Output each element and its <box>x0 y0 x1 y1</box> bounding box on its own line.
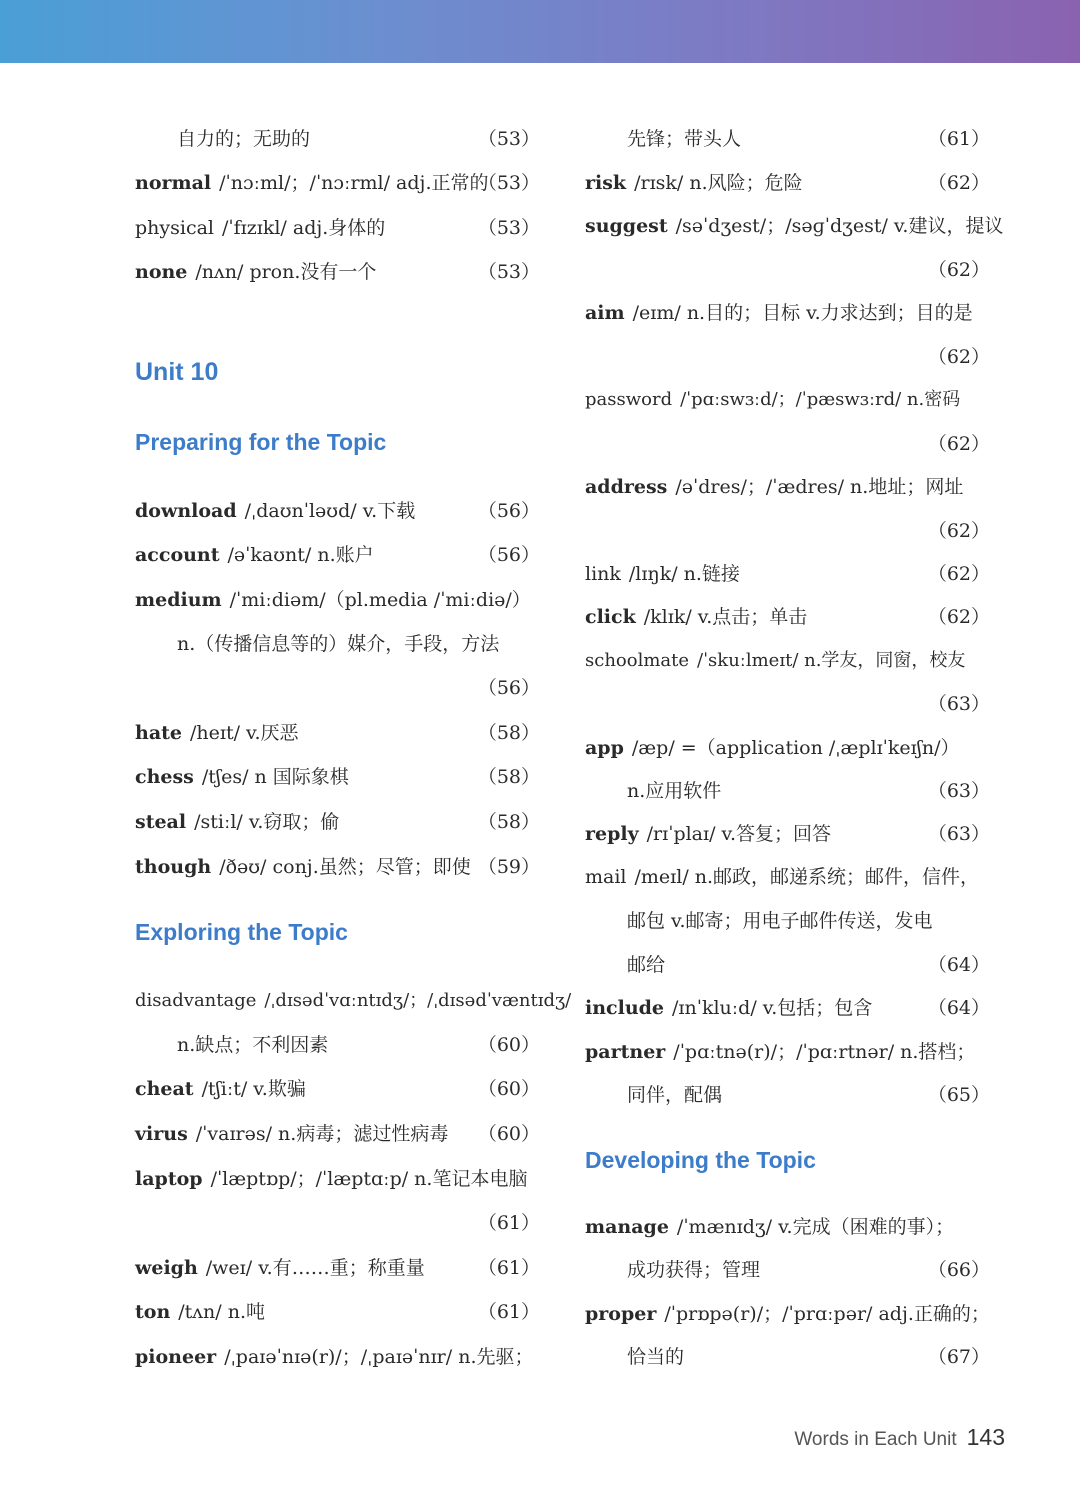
vocab-row <box>135 713 540 753</box>
vocab-row-continuation <box>135 668 540 708</box>
page-ref: （56） <box>477 677 540 699</box>
page-ref: （63） <box>927 823 990 845</box>
vocab-row <box>135 981 572 1021</box>
definition-text: /səˈdʒest/；/səɡˈdʒest/ v.建议，提议 <box>675 215 1004 237</box>
page-ref: （62） <box>927 172 990 194</box>
page-ref: （61） <box>477 1212 540 1234</box>
definition-text: n.缺点；不利因素 <box>177 1034 329 1056</box>
headword: address <box>585 476 668 498</box>
page-ref: （53） <box>477 172 540 194</box>
page-ref: （62） <box>927 259 990 281</box>
definition-text: /stiːl/ v.窃取；偷 <box>194 811 340 833</box>
definition-text: /ˈpɑːtnə(r)/；/ˈpɑːrtnər/ n.搭档； <box>673 1041 976 1063</box>
vocab-row <box>585 554 990 594</box>
page-ref: （53） <box>477 128 540 150</box>
definition-text: /əˈkaʊnt/ n.账户 <box>227 544 374 566</box>
page-ref: （62） <box>927 606 990 628</box>
page-footer <box>794 1424 1005 1451</box>
page-ref: （63） <box>927 780 990 802</box>
definition-text: /ˈmiːdiəm/（pl.media /ˈmiːdiə/） <box>229 589 531 611</box>
vocab-row <box>585 1207 990 1247</box>
definition-text: /rɪˈplaɪ/ v.答复；回答 <box>646 823 832 845</box>
vocab-row-continuation <box>627 1337 990 1377</box>
page-ref: （66） <box>927 1259 990 1281</box>
definition-text: 成功获得；管理 <box>627 1259 761 1281</box>
page-ref: （64） <box>927 997 990 1019</box>
unit-title: Unit 10 <box>135 358 219 386</box>
vocab-row <box>135 1248 540 1288</box>
definition-text: /nʌn/ pron.没有一个 <box>195 261 377 283</box>
vocab-row-continuation <box>585 250 990 290</box>
definition-text: /rɪsk/ n.风险；危险 <box>634 172 803 194</box>
vocab-row-continuation <box>177 624 540 664</box>
definition-text: /eɪm/ n.目的；目标 v.力求达到；目的是 <box>632 302 973 324</box>
page-ref: （64） <box>927 954 990 976</box>
definition-text: /ˈmænɪdʒ/ v.完成（困难的事）； <box>676 1216 955 1238</box>
page-ref: （62） <box>927 563 990 585</box>
section-heading: Developing the Topic <box>585 1147 816 1173</box>
headword: disadvantage <box>135 990 257 1011</box>
headword: click <box>585 606 636 628</box>
headword: medium <box>135 589 222 611</box>
vocab-row <box>585 293 990 333</box>
vocab-row <box>585 206 1004 246</box>
headword: steal <box>135 811 187 833</box>
page-ref: （61） <box>477 1301 540 1323</box>
page-ref: （60） <box>477 1034 540 1056</box>
definition-text: 先锋；带头人 <box>627 128 742 150</box>
vocab-row <box>135 802 540 842</box>
definition-text: /lɪŋk/ n.链接 <box>628 563 740 585</box>
page-ref: （62） <box>927 346 990 368</box>
page-ref: （61） <box>477 1257 540 1279</box>
definition-text: /weɪ/ v.有……重；称重量 <box>205 1257 425 1279</box>
headword: mail <box>585 866 627 888</box>
page-ref: （60） <box>477 1078 540 1100</box>
headword: normal <box>135 172 212 194</box>
definition-text: /ˌpaɪəˈnɪə(r)/；/ˌpaɪəˈnɪr/ n.先驱； <box>224 1346 534 1368</box>
vocab-row <box>135 491 540 531</box>
page-ref: （58） <box>477 722 540 744</box>
vocab-row-continuation <box>627 901 990 941</box>
definition-text: /tʃiːt/ v.欺骗 <box>201 1078 306 1100</box>
vocab-row <box>585 597 990 637</box>
headword: virus <box>135 1123 188 1145</box>
section-heading: Preparing for the Topic <box>135 429 387 455</box>
definition-text: /ˈlæptɒp/；/ˈlæptɑːp/ n.笔记本电脑 <box>210 1168 528 1190</box>
definition-text: 自力的；无助的 <box>177 128 311 150</box>
headword: link <box>585 563 621 585</box>
definition-text: /ðəʊ/ conj.虽然；尽管；即使 <box>219 856 471 878</box>
vocab-row-continuation <box>177 1025 540 1065</box>
vocab-row <box>585 163 990 203</box>
vocab-row <box>177 119 540 159</box>
definition-text: /ˈfɪzɪkl/ adj.身体的 <box>222 217 386 239</box>
section-heading: Exploring the Topic <box>135 919 348 945</box>
page-ref: （63） <box>927 693 990 715</box>
vocab-row <box>135 1292 540 1332</box>
definition-text: /meɪl/ n.邮政，邮递系统；邮件，信件， <box>634 866 980 888</box>
headword: account <box>135 544 220 566</box>
page-ref: （56） <box>477 500 540 522</box>
vocab-row <box>135 580 540 620</box>
vocab-row-continuation <box>627 1250 990 1290</box>
definition-text: n.应用软件 <box>627 780 722 802</box>
page-ref: （62） <box>927 433 990 455</box>
headword: manage <box>585 1216 669 1238</box>
headword: ton <box>135 1301 171 1323</box>
definition-text: 恰当的 <box>627 1346 685 1368</box>
vocab-row-continuation <box>627 119 990 159</box>
vocab-row-continuation <box>585 684 990 724</box>
vocab-row <box>585 857 990 897</box>
headword: aim <box>585 302 625 324</box>
vocab-row <box>585 1294 990 1334</box>
headword: physical <box>135 217 215 239</box>
vocab-row <box>135 208 540 248</box>
vocab-row <box>135 163 540 203</box>
vocab-row-continuation <box>627 945 990 985</box>
page-ref: （58） <box>477 766 540 788</box>
definition-text: /æp/ =（application /ˌæplɪˈkeɪʃn/） <box>631 737 960 759</box>
page-ref: （60） <box>477 1123 540 1145</box>
page-ref: （53） <box>477 261 540 283</box>
vocab-row-continuation <box>627 771 990 811</box>
footer-label: Words in Each Unit <box>794 1429 957 1450</box>
definition-text: /tʃes/ n 国际象棋 <box>201 766 349 788</box>
definition-text: /ˈvaɪrəs/ n.病毒；滤过性病毒 <box>195 1123 449 1145</box>
headword: schoolmate <box>585 650 690 671</box>
definition-text: /ˈpɑːswɜːd/；/ˈpæswɜːrd/ n.密码 <box>680 389 961 410</box>
vocab-row <box>585 641 990 681</box>
headword: though <box>135 856 212 878</box>
vocab-row <box>585 728 990 768</box>
page-ref: （61） <box>927 128 990 150</box>
vocab-row <box>135 847 540 887</box>
vocab-row-continuation <box>585 424 990 464</box>
vocab-row <box>135 252 540 292</box>
vocab-row <box>585 380 990 420</box>
headword: cheat <box>135 1078 194 1100</box>
page-ref: （56） <box>477 544 540 566</box>
headword: reply <box>585 823 639 845</box>
definition-text: 邮包 v.邮寄；用电子邮件传送，发电 <box>627 910 933 932</box>
definition-text: /tʌn/ n.吨 <box>178 1301 265 1323</box>
headword: download <box>135 500 237 522</box>
definition-text: 邮给 <box>627 954 666 976</box>
headword: suggest <box>585 215 668 237</box>
definition-text: /əˈdres/；/ˈædres/ n.地址；网址 <box>675 476 964 498</box>
vocab-row <box>585 988 990 1028</box>
definition-text: /ˌdɪsədˈvɑːntɪdʒ/；/ˌdɪsədˈvæntɪdʒ/ <box>264 990 572 1011</box>
definition-text: n.（传播信息等的）媒介，手段，方法 <box>177 633 500 655</box>
vocab-row-continuation <box>627 1075 990 1115</box>
vocab-row <box>135 1159 540 1199</box>
definition-text: 同伴，配偶 <box>627 1084 723 1106</box>
vocab-row <box>585 814 990 854</box>
definition-text: /ɪnˈkluːd/ v.包括；包含 <box>672 997 873 1019</box>
vocab-row <box>585 467 990 507</box>
definition-text: /ˈskuːlmeɪt/ n.学友，同窗，校友 <box>697 650 966 671</box>
page-ref: （53） <box>477 217 540 239</box>
vocab-row <box>135 535 540 575</box>
definition-text: /ˈprɒpə(r)/；/ˈprɑːpər/ adj.正确的； <box>664 1303 990 1325</box>
headword: risk <box>585 172 627 194</box>
headword: password <box>585 389 673 410</box>
page-ref: （59） <box>477 856 540 878</box>
headword: app <box>585 737 624 759</box>
vocab-row <box>135 1114 540 1154</box>
definition-text: /ˌdaʊnˈləʊd/ v.下载 <box>244 500 416 522</box>
page-ref: （58） <box>477 811 540 833</box>
vocab-row-continuation <box>135 1203 540 1243</box>
headword: none <box>135 261 188 283</box>
headword: include <box>585 997 665 1019</box>
vocab-row <box>135 757 540 797</box>
vocab-row-continuation <box>585 511 990 551</box>
page-ref: （62） <box>927 520 990 542</box>
headword: weigh <box>135 1257 198 1279</box>
page-ref: （65） <box>927 1084 990 1106</box>
page-ref: （67） <box>927 1346 990 1368</box>
headword: hate <box>135 722 182 744</box>
vocab-row-continuation <box>585 337 990 377</box>
headword: proper <box>585 1303 657 1325</box>
vocab-row <box>135 1337 540 1377</box>
definition-text: /heɪt/ v.厌恶 <box>190 722 299 744</box>
page-number: 143 <box>966 1424 1005 1450</box>
definition-text: /ˈnɔːml/；/ˈnɔːrml/ adj.正常的 <box>219 172 489 194</box>
definition-text: /klɪk/ v.点击；单击 <box>643 606 808 628</box>
headword: chess <box>135 766 194 788</box>
vocab-row <box>585 1032 990 1072</box>
headword: partner <box>585 1041 666 1063</box>
vocab-row <box>135 1069 540 1109</box>
headword: pioneer <box>135 1346 217 1368</box>
headword: laptop <box>135 1168 203 1190</box>
top-gradient-bar <box>0 0 1080 63</box>
